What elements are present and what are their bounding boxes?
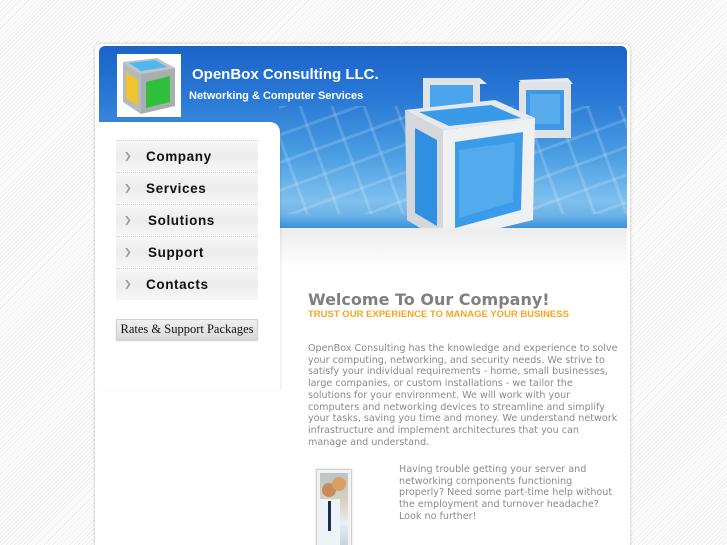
rates-support-packages-button[interactable]: Rates & Support Packages [116,319,258,340]
nav-item-contacts[interactable] [116,268,258,300]
business-people-photo [316,469,352,545]
arrow-right-icon: ❯ [124,247,132,258]
page-title: Welcome To Our Company! [308,290,550,309]
nav-item-solutions[interactable] [116,204,258,236]
nav-item-company[interactable] [116,140,258,172]
content-top-fade [280,228,627,268]
main-content [308,290,618,448]
page-subtitle: TRUST OUR EXPERIENCE TO MANAGE YOUR BUSINESS [308,309,569,320]
nav-item-support[interactable] [116,236,258,268]
nav-item-label: Contacts [146,277,209,292]
company-tagline: Networking & Computer Services [189,90,364,102]
logo[interactable] [117,54,181,117]
arrow-right-icon: ❯ [124,183,132,194]
cube-logo-icon [117,54,181,117]
nav-item-services[interactable] [116,172,258,204]
nav-item-label: Services [146,181,207,196]
nav-item-label: Company [146,149,212,164]
nav-item-label: Solutions [148,213,215,228]
arrow-right-icon: ❯ [124,151,132,162]
glass-cubes-icon [395,70,595,245]
arrow-right-icon: ❯ [124,279,132,290]
intro-paragraph: OpenBox Consulting has the knowledge and experience to solve your computing, networking, and security needs. We strive to satisfy your individual requirements - home, small businesses, large companies, or custom installations - we tailor the solutions for your environment. We will work with your computers and networking devices to streamline and simplify your tasks, saving you time and money. We understand network infrastructure and implement architectures that you can manage and understand. [308,343,618,448]
arrow-right-icon: ❯ [124,215,132,226]
nav-item-label: Support [148,245,204,260]
photo-image [320,473,348,545]
help-paragraph: Having trouble getting your server and networking components functioning properly? Need some part-time help without the employment and turnover headache? Look no further! [399,464,613,522]
company-name: OpenBox Consulting LLC. [192,66,379,83]
